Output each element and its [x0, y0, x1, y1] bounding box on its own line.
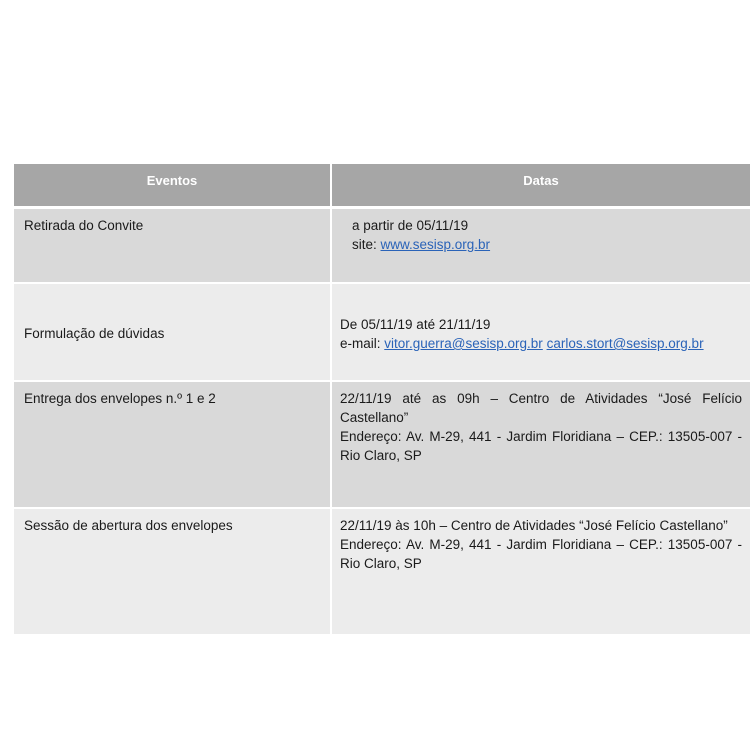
email-prefix: e-mail: [340, 336, 385, 351]
address-text: Endereço: Av. M-29, 441 - Jardim Floridiana – CEP.: 13505-007 - Rio Claro, SP [340, 537, 742, 571]
event-name: Retirada do Convite [24, 218, 144, 233]
address-text: Endereço: Av. M-29, 441 - Jardim Floridiana – CEP.: 13505-007 - Rio Claro, SP [340, 429, 742, 463]
site-prefix: site: [352, 237, 381, 252]
table-row [14, 382, 750, 509]
email-link-vitor[interactable]: vitor.guerra@sesisp.org.br [384, 336, 543, 351]
event-date-cell [330, 284, 750, 380]
event-name: Entrega dos envelopes n.º 1 e 2 [24, 391, 216, 406]
event-date-cell [330, 382, 750, 507]
email-link-carlos[interactable]: carlos.stort@sesisp.org.br [546, 336, 704, 351]
site-line [352, 235, 740, 254]
event-date-cell [330, 509, 750, 634]
header-eventos: Eventos [146, 173, 198, 188]
date-text: a partir de 05/11/19 [352, 218, 469, 233]
events-table [14, 164, 750, 634]
header-datas: Datas [330, 164, 750, 206]
event-date-cell [330, 209, 750, 282]
date-text: 22/11/19 até as 09h – Centro de Atividades “José Felício Castellano” [340, 391, 742, 425]
table-row [14, 209, 750, 284]
email-line [340, 334, 742, 353]
table-header-row [14, 164, 750, 209]
table-row [14, 284, 750, 382]
date-text: De 05/11/19 até 21/11/19 [340, 317, 491, 332]
site-link[interactable]: www.sesisp.org.br [380, 237, 491, 252]
date-text: 22/11/19 às 10h – Centro de Atividades “José Felício Castellano” [340, 518, 728, 533]
table-row [14, 509, 750, 634]
event-name: Formulação de dúvidas [24, 326, 165, 341]
event-name: Sessão de abertura dos envelopes [24, 518, 233, 533]
